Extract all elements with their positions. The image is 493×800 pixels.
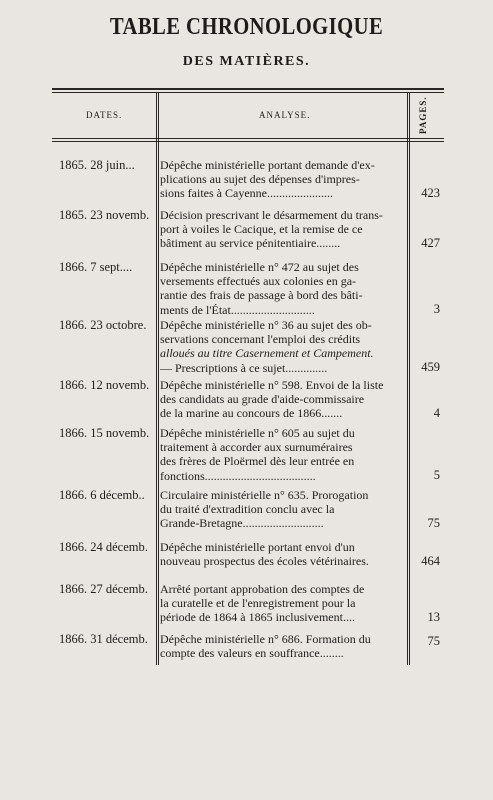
analysis-line: du traité d'extradition conclu avec la — [160, 502, 335, 517]
entry-analysis — [160, 260, 406, 317]
analysis-line: — Prescriptions à ce sujet.............. — [160, 360, 328, 375]
column-header-analyse: ANALYSE. — [259, 110, 311, 120]
entry-analysis — [160, 632, 406, 660]
analysis-line: Grande-Bretagne........................... — [160, 516, 324, 531]
entry-analysis — [160, 318, 406, 375]
entry-page: 464 — [421, 554, 440, 568]
analysis-line: rantie des frais de passage à bord des bâti- — [160, 288, 363, 303]
entry-analysis — [160, 208, 406, 251]
analysis-line: Dépêche ministérielle n° 598. Envoi de la liste — [160, 378, 384, 392]
analysis-line: Décision prescrivant le désarmement du trans- — [160, 208, 383, 222]
header-bottom-rule — [52, 138, 444, 139]
entry-date: 1866. 23 octobre. — [59, 318, 147, 332]
entry-date: 1866. 12 novemb. — [59, 378, 150, 392]
analysis-line: Arrêté portant approbation des comptes de — [160, 582, 365, 596]
analysis-line: période de 1864 à 1865 inclusivement.... — [160, 610, 355, 625]
entry-page: 5 — [433, 468, 440, 482]
entry-analysis — [160, 582, 406, 625]
page-subtitle: DES MATIÈRES. — [182, 54, 311, 69]
entry-analysis — [160, 540, 406, 568]
analysis-line: bâtiment au service pénitentiaire........ — [160, 236, 341, 251]
analysis-line: des frères de Ploërmel dès leur entrée en — [160, 454, 355, 469]
analysis-line: Dépêche ministérielle n° 605 au sujet du — [160, 426, 355, 440]
table-top-rule — [52, 88, 444, 90]
column-header-pages: PAGES. — [418, 96, 428, 134]
entry-page: 459 — [421, 360, 440, 374]
analysis-line: Dépêche ministérielle n° 472 au sujet des — [160, 260, 359, 274]
analysis-line: ments de l'État............................ — [160, 302, 315, 317]
entry-date: 1865. 23 novemb. — [59, 208, 150, 222]
entry-date: 1866. 7 sept.... — [59, 260, 133, 274]
entry-date: 1866. 27 décemb. — [59, 582, 148, 596]
analysis-line: Dépêche ministérielle n° 686. Formation du — [160, 632, 371, 646]
table-top-rule-thin — [52, 92, 444, 93]
analysis-line: servations concernant l'emploi des crédits — [160, 332, 361, 347]
analysis-line: Dépêche ministérielle portant demande d'ex- — [160, 158, 375, 172]
analysis-line: port à voiles le Cacique, et la remise de ce — [160, 222, 363, 237]
analysis-line: compte des valeurs en souffrance........ — [160, 646, 344, 661]
entry-analysis — [160, 426, 406, 483]
column-separator-analyse — [407, 93, 408, 665]
analysis-line: versements effectués aux colonies en ga- — [160, 274, 357, 289]
chronological-table — [52, 88, 444, 668]
analysis-line: de la marine au concours de 1866....... — [160, 406, 343, 421]
entry-page: 3 — [433, 302, 440, 316]
analysis-line: fonctions..................................... — [160, 468, 316, 483]
entry-page: 427 — [421, 236, 440, 250]
header-bottom-rule-2 — [52, 141, 444, 142]
entry-date: 1866. 6 décemb.. — [59, 488, 145, 502]
analysis-line: traitement à accorder aux surnuméraires — [160, 440, 353, 455]
entry-page: 423 — [421, 186, 440, 200]
entry-date: 1865. 28 juin... — [59, 158, 135, 172]
entry-page: 75 — [427, 634, 440, 648]
analysis-line: alloués au titre Casernement et Campement. — [160, 346, 374, 361]
column-header-dates: DATES. — [86, 110, 123, 120]
column-separator-analyse-2 — [409, 93, 410, 665]
entry-page: 13 — [427, 610, 440, 624]
entry-date: 1866. 15 novemb. — [59, 426, 150, 440]
entry-page: 75 — [427, 516, 440, 530]
analysis-line: des candidats au grade d'aide-commissaire — [160, 392, 365, 407]
analysis-line: la curatelle et de l'enregistrement pour la — [160, 596, 356, 611]
analysis-line: plications au sujet des dépenses d'impres- — [160, 172, 360, 187]
analysis-line: sions faites à Cayenne...................... — [160, 186, 333, 201]
analysis-line: Dépêche ministérielle portant envoi d'un — [160, 540, 355, 554]
entry-analysis — [160, 158, 406, 201]
entry-date: 1866. 31 décemb. — [59, 632, 148, 646]
analysis-line: Dépêche ministérielle n° 36 au sujet des ob- — [160, 318, 372, 332]
entry-page: 4 — [433, 406, 440, 420]
page-title: TABLE CHRONOLOGIQUE — [109, 14, 384, 40]
analysis-line: Circulaire ministérielle n° 635. Prorogation — [160, 488, 369, 502]
entry-analysis — [160, 378, 406, 421]
analysis-line: nouveau prospectus des écoles vétérinaires. — [160, 554, 369, 569]
entry-analysis — [160, 488, 406, 531]
entry-date: 1866. 24 décemb. — [59, 540, 148, 554]
